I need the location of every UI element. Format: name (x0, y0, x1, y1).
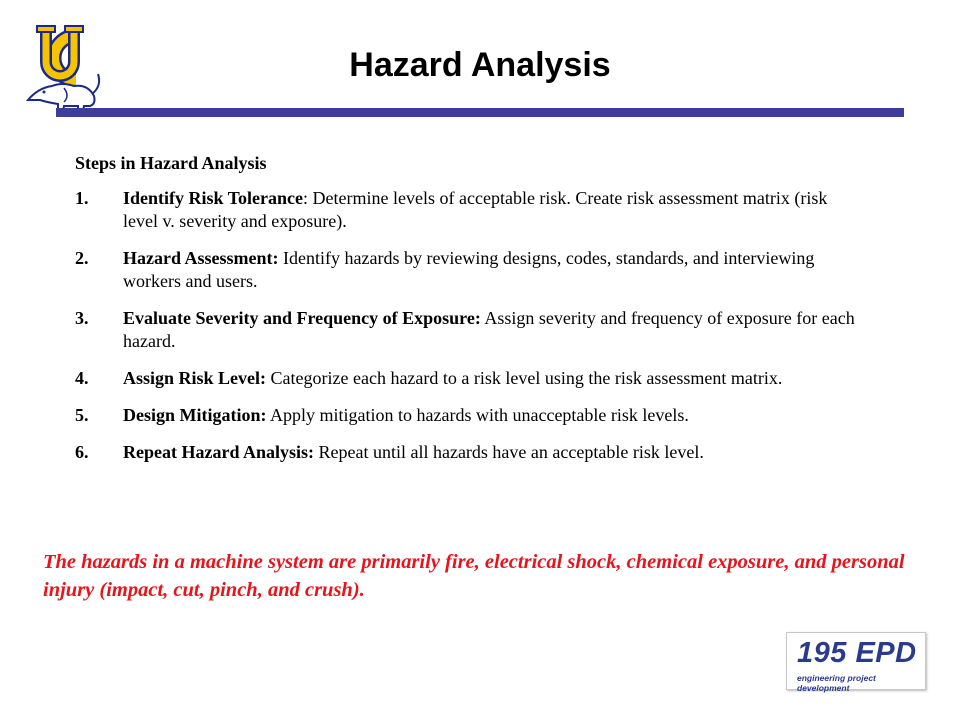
hazards-note: The hazards in a machine system are primarily fire, electrical shock, chemical exposure, and personal injury (impact, cut, pinch, and crush). (43, 551, 905, 601)
step-text (123, 441, 865, 464)
step-item (75, 404, 865, 427)
epd-logo-subtitle: engineering project development (797, 673, 876, 693)
step-description: Identify hazards by reviewing designs, codes, standards, and interviewing workers and users. (123, 248, 815, 291)
step-term-separator: : (303, 188, 309, 208)
step-number: 1. (75, 188, 89, 208)
step-item (75, 247, 865, 293)
step-text (123, 404, 865, 427)
step-item (75, 307, 865, 353)
step-description: Repeat until all hazards have an acceptable risk level. (314, 442, 704, 462)
step-term: Identify Risk Tolerance (123, 188, 304, 208)
step-term: Hazard Assessment: (123, 248, 279, 268)
epd-logo (786, 632, 926, 693)
step-term: Assign Risk Level: (123, 368, 267, 388)
step-item (75, 367, 865, 390)
step-description: Determine levels of acceptable risk. Create risk assessment matrix (risk level v. severity and exposure). (123, 188, 828, 231)
step-item (75, 441, 865, 464)
step-description: Categorize each hazard to a risk level using the risk assessment matrix. (266, 368, 783, 388)
step-text (123, 367, 865, 390)
step-number: 5. (75, 405, 89, 425)
step-item (75, 187, 865, 233)
step-text (123, 247, 865, 293)
step-term: Evaluate Severity and Frequency of Exposure: (123, 308, 481, 328)
step-number: 4. (75, 368, 89, 388)
epd-logo-title: 195 EPD (797, 637, 917, 669)
page-title: Hazard Analysis (349, 46, 611, 84)
step-text (123, 307, 865, 353)
step-number: 6. (75, 442, 89, 462)
step-term: Repeat Hazard Analysis: (123, 442, 314, 462)
step-description: Apply mitigation to hazards with unacceptable risk levels. (266, 405, 689, 425)
step-number: 3. (75, 308, 89, 328)
steps-heading: Steps in Hazard Analysis (75, 153, 267, 173)
step-term: Design Mitigation: (123, 405, 267, 425)
steps-section (75, 152, 865, 478)
step-description: Assign severity and frequency of exposure for each hazard. (123, 308, 855, 351)
step-number: 2. (75, 248, 89, 268)
title-rule (56, 108, 904, 117)
step-text (123, 187, 865, 233)
